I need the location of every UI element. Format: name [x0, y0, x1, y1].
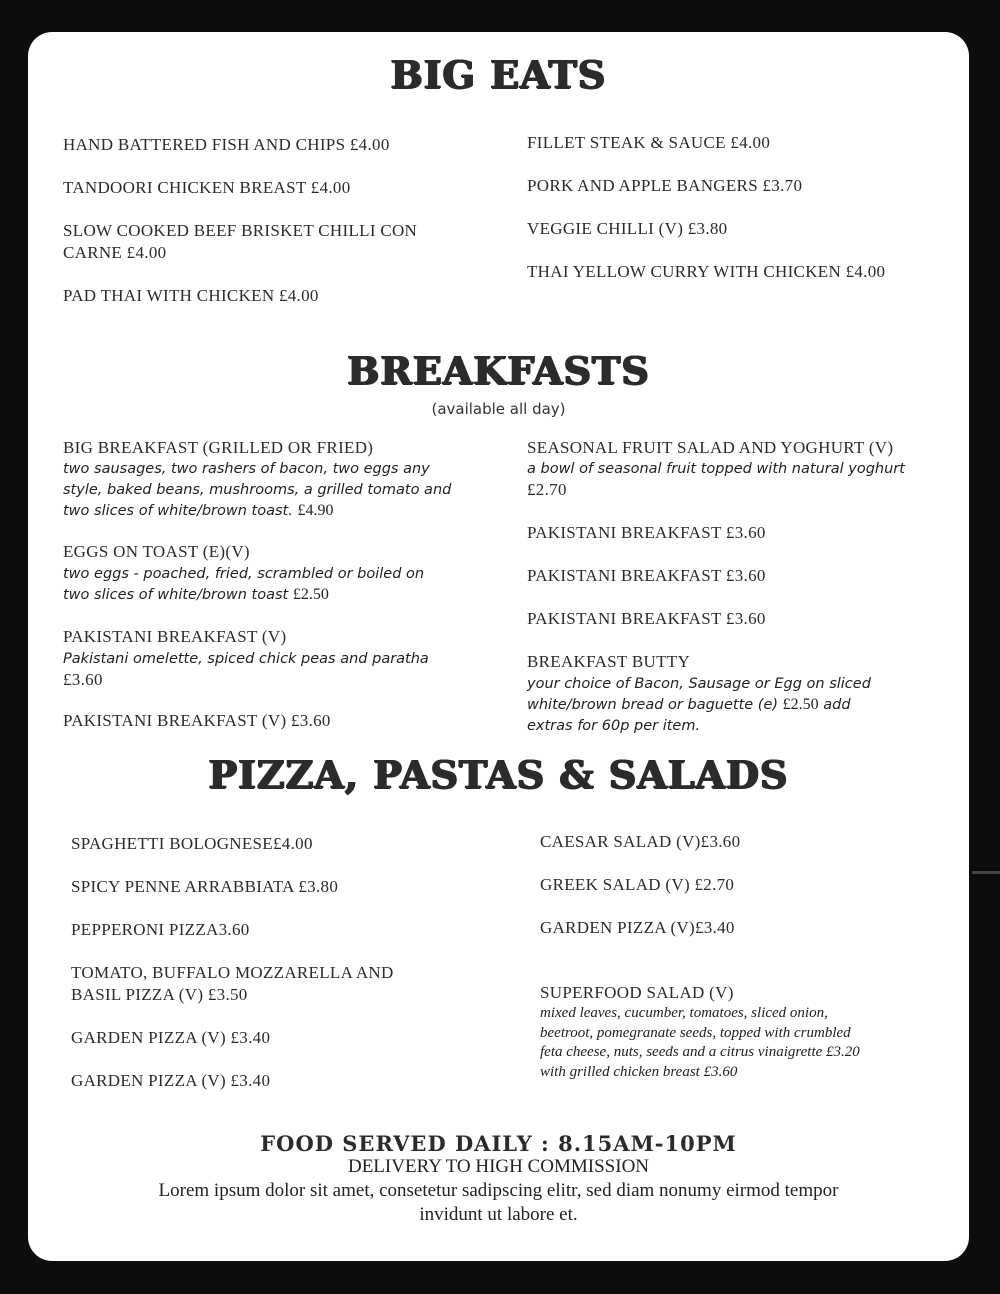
- menu-item: SLOW COOKED BEEF BRISKET CHILLI CON: [63, 221, 418, 240]
- menu-item-name: PAKISTANI BREAKFAST (V): [63, 627, 287, 646]
- menu-item-desc: two slices of white/brown toast £2.50: [63, 586, 329, 603]
- menu-item: PAKISTANI BREAKFAST £3.60: [527, 523, 766, 542]
- price: £2.70: [527, 480, 567, 499]
- menu-item-desc: two slices of white/brown toast. £4.90: [63, 502, 334, 519]
- menu-item-desc: extras for 60p per item.: [527, 718, 701, 734]
- menu-item-desc: two sausages, two rashers of bacon, two eggs any: [63, 461, 430, 477]
- menu-item-desc: white/brown bread or baguette (e) £2.50 add: [527, 696, 851, 713]
- menu-item-name: SUPERFOOD SALAD (V): [540, 983, 734, 1002]
- menu-item-desc: feta cheese, nuts, seeds and a citrus vinaigrette £3.20: [540, 1044, 860, 1060]
- menu-item-desc: Pakistani omelette, spiced chick peas and paratha: [63, 651, 429, 667]
- price: £4.90: [297, 502, 334, 519]
- menu-item: VEGGIE CHILLI (V) £3.80: [527, 219, 728, 238]
- menu-item-desc: your choice of Bacon, Sausage or Egg on sliced: [527, 676, 871, 692]
- menu-item: PORK AND APPLE BANGERS £3.70: [527, 176, 803, 195]
- menu-item-name: EGGS ON TOAST (E)(V): [63, 542, 250, 561]
- served-hours: FOOD SERVED DAILY : 8.15AM-10PM: [260, 1131, 737, 1156]
- footer-text: invidunt ut labore et.: [419, 1204, 578, 1225]
- menu-item: TOMATO, BUFFALO MOZZARELLA AND: [71, 963, 394, 982]
- menu-item: GARDEN PIZZA (V) £3.40: [71, 1071, 271, 1090]
- menu-item: PAKISTANI BREAKFAST (V) £3.60: [63, 711, 331, 730]
- menu-item: TANDOORI CHICKEN BREAST £4.00: [63, 178, 351, 197]
- delivery-note: DELIVERY TO HIGH COMMISSION: [347, 1156, 650, 1177]
- menu-item: PAKISTANI BREAKFAST £3.60: [527, 566, 766, 585]
- menu-item: GARDEN PIZZA (V)£3.40: [540, 918, 735, 937]
- menu-item: PAD THAI WITH CHICKEN £4.00: [63, 286, 319, 305]
- menu-item: CAESAR SALAD (V)£3.60: [540, 832, 741, 851]
- menu-item: BASIL PIZZA (V) £3.50: [71, 985, 248, 1004]
- menu-item-desc: with grilled chicken breast £3.60: [540, 1064, 738, 1080]
- menu-item-name: BIG BREAKFAST (GRILLED OR FRIED): [63, 438, 374, 457]
- footer-text: Lorem ipsum dolor sit amet, consetetur sadipscing elitr, sed diam nonumy eirmod tempor: [158, 1180, 839, 1201]
- menu-item-desc: a bowl of seasonal fruit topped with natural yoghurt: [527, 461, 905, 477]
- menu-item: SPICY PENNE ARRABBIATA £3.80: [71, 877, 339, 896]
- menu-item: GARDEN PIZZA (V) £3.40: [71, 1028, 271, 1047]
- menu-item: HAND BATTERED FISH AND CHIPS £4.00: [63, 135, 390, 154]
- menu-item-desc: two eggs - poached, fried, scrambled or boiled on: [63, 566, 425, 582]
- menu-item: PEPPERONI PIZZA3.60: [71, 920, 250, 939]
- menu-card: [28, 32, 969, 1261]
- price: £2.50: [292, 586, 329, 603]
- big-eats-title: BIG EATS: [390, 52, 607, 97]
- menu-item-desc: mixed leaves, cucumber, tomatoes, sliced onion,: [540, 1005, 828, 1021]
- menu-item: GREEK SALAD (V) £2.70: [540, 875, 735, 894]
- menu-item: FILLET STEAK & SAUCE £4.00: [527, 133, 771, 152]
- price: £3.60: [63, 670, 103, 689]
- edge-tick: [972, 871, 1000, 874]
- menu-item-name: SEASONAL FRUIT SALAD AND YOGHURT (V): [527, 438, 894, 457]
- price: £2.50: [782, 696, 819, 713]
- menu-item: CARNE £4.00: [63, 243, 167, 262]
- breakfasts-subtitle: (available all day): [431, 400, 566, 418]
- menu-item: SPAGHETTI BOLOGNESE£4.00: [71, 834, 313, 853]
- breakfasts-title: BREAKFASTS: [347, 348, 650, 393]
- menu-item-desc: style, baked beans, mushrooms, a grilled tomato and: [63, 482, 452, 498]
- menu-item: THAI YELLOW CURRY WITH CHICKEN £4.00: [527, 262, 886, 281]
- pizza-title: PIZZA, PASTAS & SALADS: [208, 752, 789, 797]
- menu-item-desc: beetroot, pomegranate seeds, topped with crumbled: [540, 1025, 851, 1041]
- menu-item-name: BREAKFAST BUTTY: [527, 652, 691, 671]
- menu-item: PAKISTANI BREAKFAST £3.60: [527, 609, 766, 628]
